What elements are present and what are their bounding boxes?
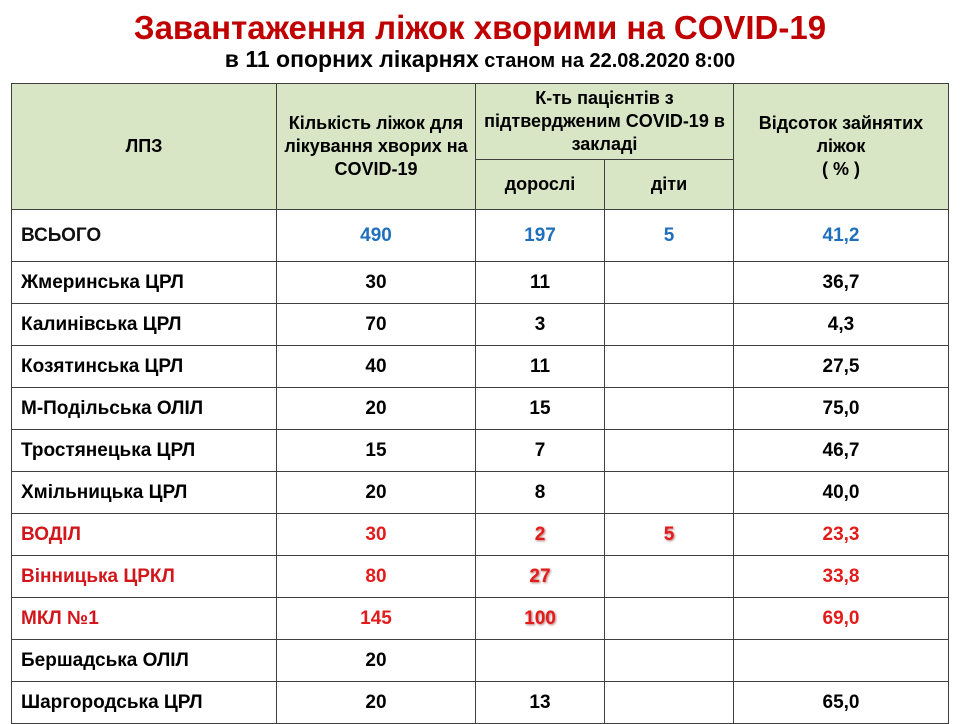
row-percent: 36,7 bbox=[734, 262, 949, 304]
row-beds: 20 bbox=[277, 388, 476, 430]
table-row-total bbox=[12, 210, 949, 262]
row-name: Тростянецька ЦРЛ bbox=[12, 430, 277, 472]
row-percent: 69,0 bbox=[734, 598, 949, 640]
table-row bbox=[12, 472, 949, 514]
row-percent: 41,2 bbox=[734, 210, 949, 262]
row-name: Вінницька ЦРКЛ bbox=[12, 556, 277, 598]
row-adults: 27 bbox=[476, 556, 605, 598]
row-name: Хмільницька ЦРЛ bbox=[12, 472, 277, 514]
row-adults: 8 bbox=[476, 472, 605, 514]
row-beds: 30 bbox=[277, 514, 476, 556]
bed-occupancy-table bbox=[11, 83, 949, 724]
row-beds: 40 bbox=[277, 346, 476, 388]
row-adults: 15 bbox=[476, 388, 605, 430]
column-header-children: діти bbox=[605, 160, 734, 210]
row-percent: 33,8 bbox=[734, 556, 949, 598]
table-row bbox=[12, 346, 949, 388]
row-adults: 2 bbox=[476, 514, 605, 556]
table-row bbox=[12, 598, 949, 640]
row-beds: 490 bbox=[277, 210, 476, 262]
column-header-percent bbox=[734, 84, 949, 210]
row-beds: 30 bbox=[277, 262, 476, 304]
column-header-lpz: ЛПЗ bbox=[12, 84, 277, 210]
row-children: 5 bbox=[605, 514, 734, 556]
row-percent: 46,7 bbox=[734, 430, 949, 472]
row-adults: 11 bbox=[476, 262, 605, 304]
row-children bbox=[605, 388, 734, 430]
row-percent: 40,0 bbox=[734, 472, 949, 514]
table-row bbox=[12, 388, 949, 430]
row-name: Шаргородська ЦРЛ bbox=[12, 682, 277, 724]
row-adults: 13 bbox=[476, 682, 605, 724]
row-percent: 27,5 bbox=[734, 346, 949, 388]
row-name: ВОДІЛ bbox=[12, 514, 277, 556]
column-header-percent-label: Відсоток зайнятих ліжок bbox=[758, 113, 924, 156]
row-adults bbox=[476, 640, 605, 682]
table-row bbox=[12, 514, 949, 556]
row-beds: 80 bbox=[277, 556, 476, 598]
row-children: 5 bbox=[605, 210, 734, 262]
row-name: Калинівська ЦРЛ bbox=[12, 304, 277, 346]
subtitle-hospitals: в 11 опорних лікарнях bbox=[224, 46, 479, 72]
row-children bbox=[605, 430, 734, 472]
row-children bbox=[605, 262, 734, 304]
row-beds: 70 bbox=[277, 304, 476, 346]
row-percent: 75,0 bbox=[734, 388, 949, 430]
column-header-adults: дорослі bbox=[476, 160, 605, 210]
table-row bbox=[12, 262, 949, 304]
row-name: Козятинська ЦРЛ bbox=[12, 346, 277, 388]
table-row bbox=[12, 640, 949, 682]
table-row bbox=[12, 682, 949, 724]
row-beds: 20 bbox=[277, 472, 476, 514]
row-beds: 145 bbox=[277, 598, 476, 640]
row-children bbox=[605, 556, 734, 598]
row-beds: 20 bbox=[277, 640, 476, 682]
row-adults: 7 bbox=[476, 430, 605, 472]
table-row bbox=[12, 556, 949, 598]
row-name: Бершадська ОЛІЛ bbox=[12, 640, 277, 682]
row-children bbox=[605, 346, 734, 388]
row-beds: 20 bbox=[277, 682, 476, 724]
row-percent: 4,3 bbox=[734, 304, 949, 346]
row-name: М-Подільська ОЛІЛ bbox=[12, 388, 277, 430]
row-percent: 23,3 bbox=[734, 514, 949, 556]
row-adults: 100 bbox=[476, 598, 605, 640]
row-name: ВСЬОГО bbox=[12, 210, 277, 262]
page-subtitle bbox=[0, 44, 960, 78]
row-percent: 65,0 bbox=[734, 682, 949, 724]
column-header-percent-unit: ( % ) bbox=[822, 159, 860, 179]
row-children bbox=[605, 640, 734, 682]
row-beds: 15 bbox=[277, 430, 476, 472]
row-children bbox=[605, 598, 734, 640]
row-adults: 11 bbox=[476, 346, 605, 388]
table-row bbox=[12, 430, 949, 472]
column-header-patients: К-ть пацієнтів з підтвердженим COVID-19 в закладі bbox=[476, 84, 734, 160]
row-adults: 3 bbox=[476, 304, 605, 346]
row-children bbox=[605, 682, 734, 724]
row-percent bbox=[734, 640, 949, 682]
row-name: МКЛ №1 bbox=[12, 598, 277, 640]
table-row bbox=[12, 304, 949, 346]
row-children bbox=[605, 472, 734, 514]
column-header-beds: Кількість ліжок для лікування хворих на COVID-19 bbox=[277, 84, 476, 210]
row-name: Жмеринська ЦРЛ bbox=[12, 262, 277, 304]
page-title: Завантаження ліжок хворими на COVID-19 bbox=[133, 9, 827, 46]
row-children bbox=[605, 304, 734, 346]
row-adults: 197 bbox=[476, 210, 605, 262]
subtitle-date: станом на 22.08.2020 8:00 bbox=[478, 50, 736, 72]
